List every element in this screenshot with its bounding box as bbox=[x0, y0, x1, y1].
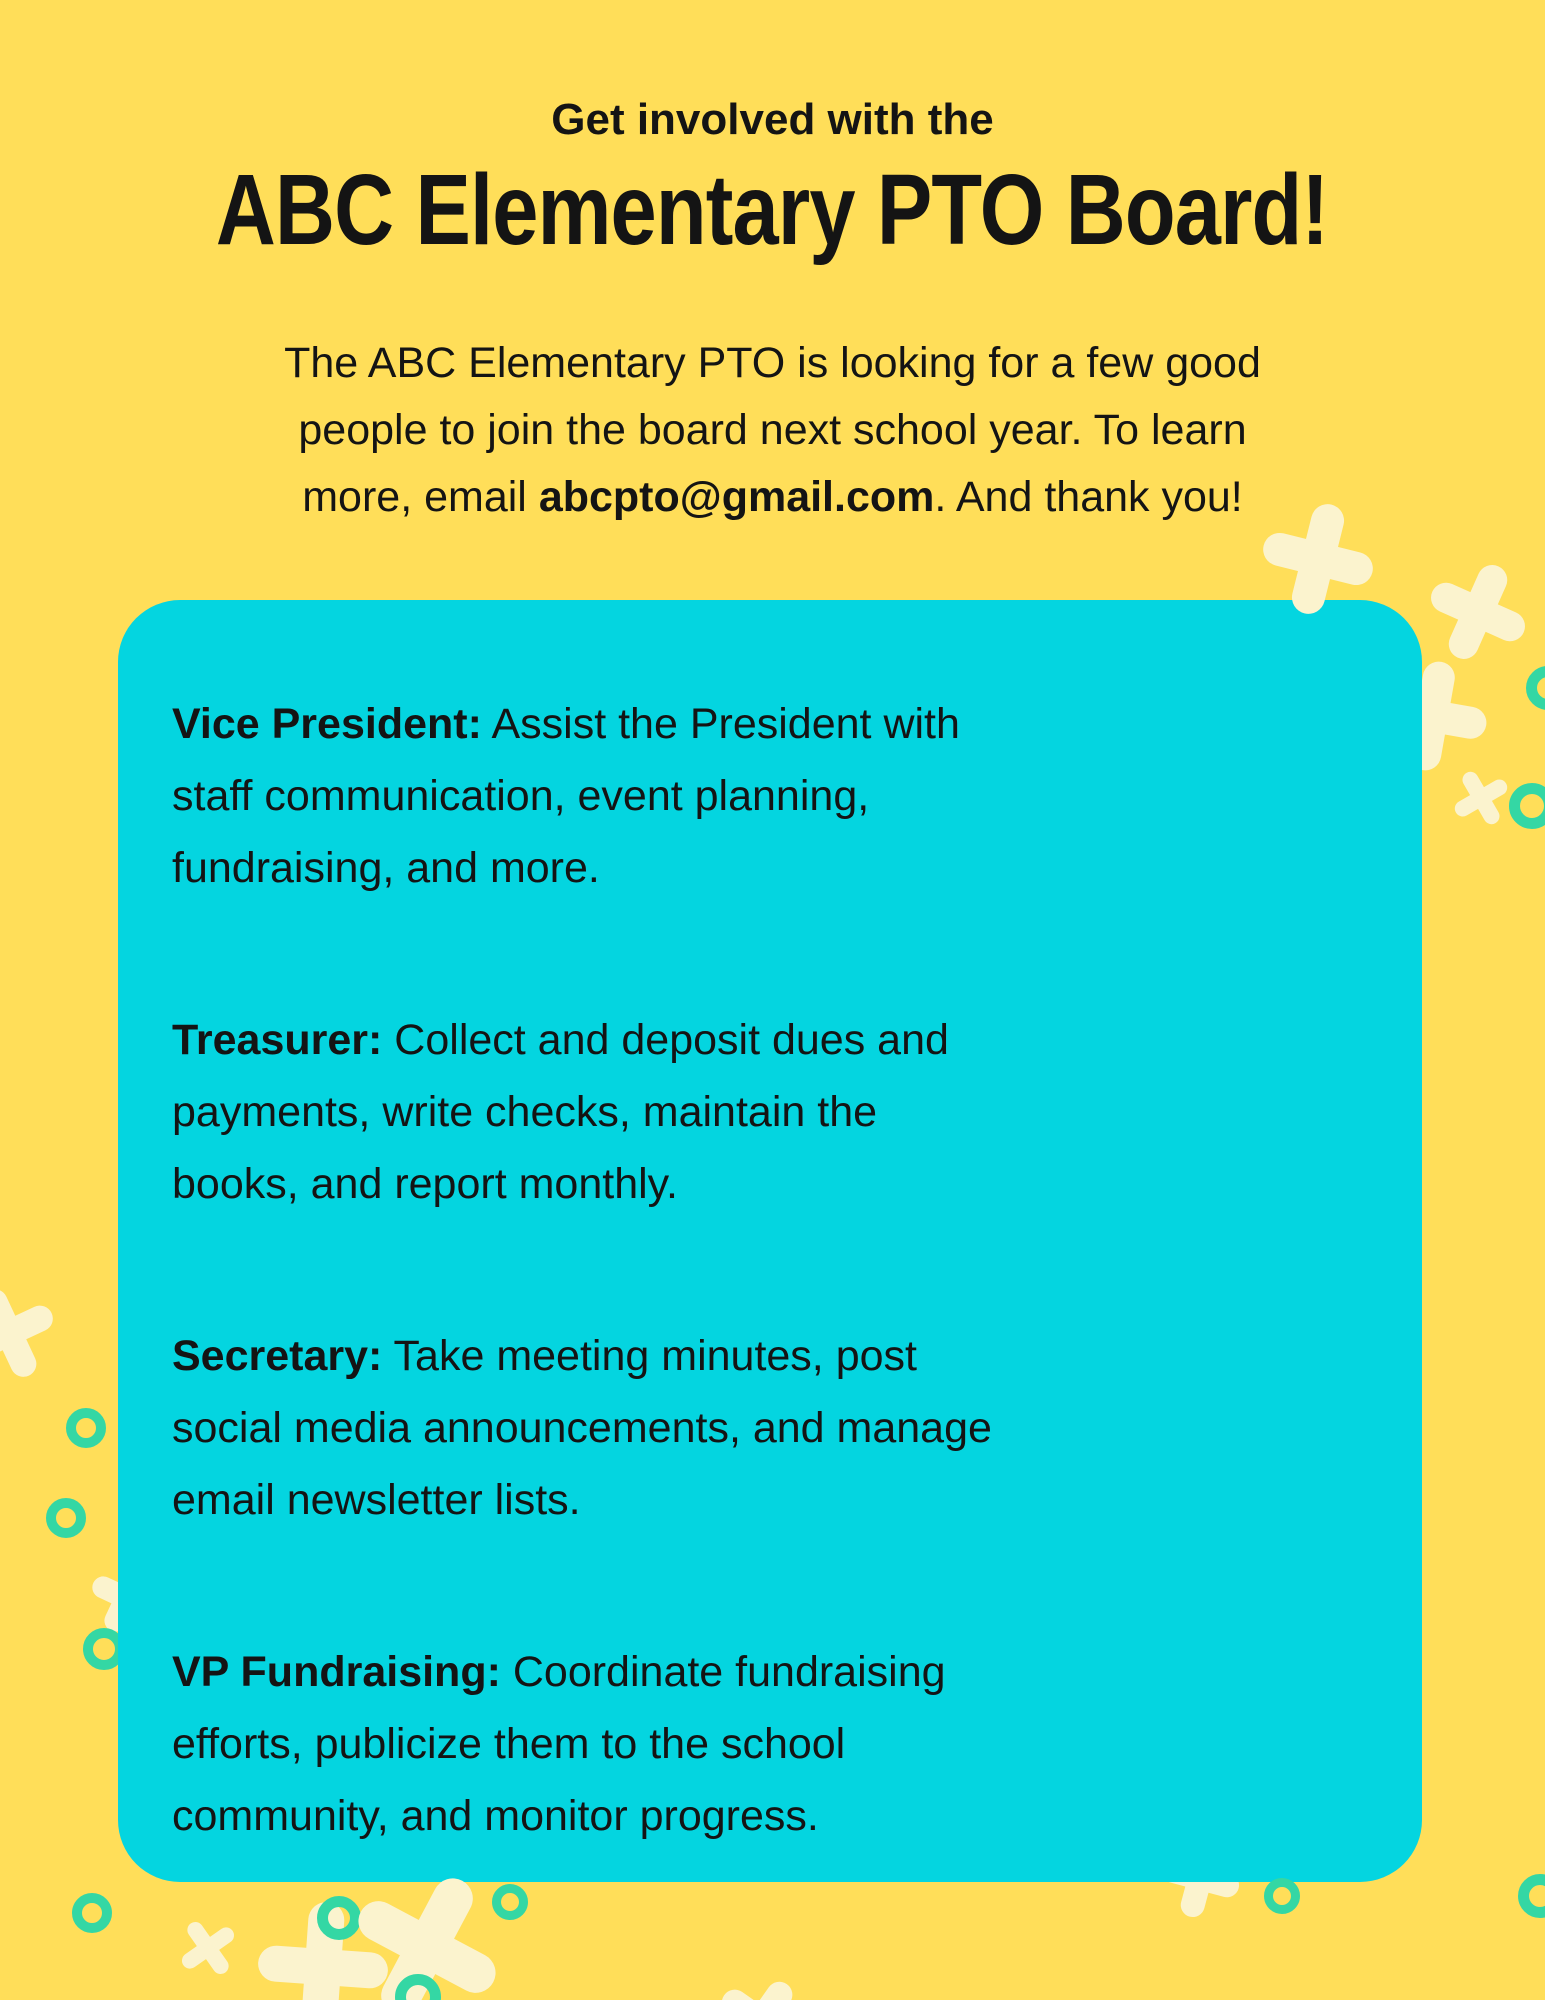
role-line: social media announcements, and manage bbox=[172, 1404, 992, 1452]
ring-decoration-icon bbox=[66, 1408, 106, 1448]
role-secretary bbox=[172, 1320, 1368, 1536]
role-line: email newsletter lists. bbox=[172, 1476, 581, 1524]
role-line bbox=[172, 1004, 1368, 1076]
role-line bbox=[172, 1320, 1368, 1392]
x-decoration-icon bbox=[166, 1906, 250, 1990]
role-line: efforts, publicize them to the school bbox=[172, 1720, 846, 1768]
ring-decoration-icon bbox=[492, 1884, 528, 1920]
intro-line-1: The ABC Elementary PTO is looking for a few good bbox=[284, 339, 1261, 387]
roles-panel bbox=[118, 600, 1422, 1882]
role-title: Treasurer: bbox=[172, 1016, 383, 1064]
ring-decoration-icon bbox=[1264, 1878, 1300, 1914]
ring-decoration-icon bbox=[1518, 1874, 1545, 1918]
role-text: Collect and deposit dues and bbox=[394, 1016, 949, 1064]
role-text: Coordinate fundraising bbox=[512, 1648, 946, 1696]
role-line: community, and monitor progress. bbox=[172, 1792, 819, 1840]
x-decoration-icon bbox=[698, 1958, 823, 2000]
ring-decoration-icon bbox=[1526, 666, 1545, 710]
role-line: staff communication, event planning, bbox=[172, 772, 870, 820]
role-line: fundraising, and more. bbox=[172, 844, 600, 892]
role-vice-president bbox=[172, 688, 1368, 904]
role-line bbox=[172, 1636, 1368, 1708]
intro-line-3-prefix: more, email bbox=[302, 473, 539, 521]
ring-decoration-icon bbox=[1509, 783, 1545, 829]
role-line bbox=[172, 688, 1368, 760]
role-line: payments, write checks, maintain the bbox=[172, 1088, 878, 1136]
ring-decoration-icon bbox=[46, 1498, 86, 1538]
cross-decoration-icon bbox=[1412, 546, 1544, 678]
intro-line-3-suffix: . And thank you! bbox=[934, 473, 1243, 521]
role-text: Take meeting minutes, post bbox=[393, 1332, 917, 1380]
page-title-text: ABC Elementary PTO Board! bbox=[216, 154, 1329, 266]
role-title: Vice President: bbox=[172, 700, 482, 748]
flyer-eyebrow: Get involved with the bbox=[551, 95, 994, 144]
x-decoration-icon bbox=[0, 1271, 71, 1396]
ring-decoration-icon bbox=[72, 1893, 112, 1933]
role-text: Assist the President with bbox=[491, 700, 960, 748]
role-title: VP Fundraising: bbox=[172, 1648, 501, 1696]
page-title bbox=[0, 154, 1545, 266]
role-title: Secretary: bbox=[172, 1332, 383, 1380]
contact-email: abcpto@gmail.com bbox=[538, 473, 935, 521]
role-treasurer bbox=[172, 1004, 1368, 1220]
intro-line-2: people to join the board next school year. To learn bbox=[298, 406, 1247, 454]
role-line: books, and report monthly. bbox=[172, 1160, 678, 1208]
role-vp-fundraising bbox=[172, 1636, 1368, 1852]
